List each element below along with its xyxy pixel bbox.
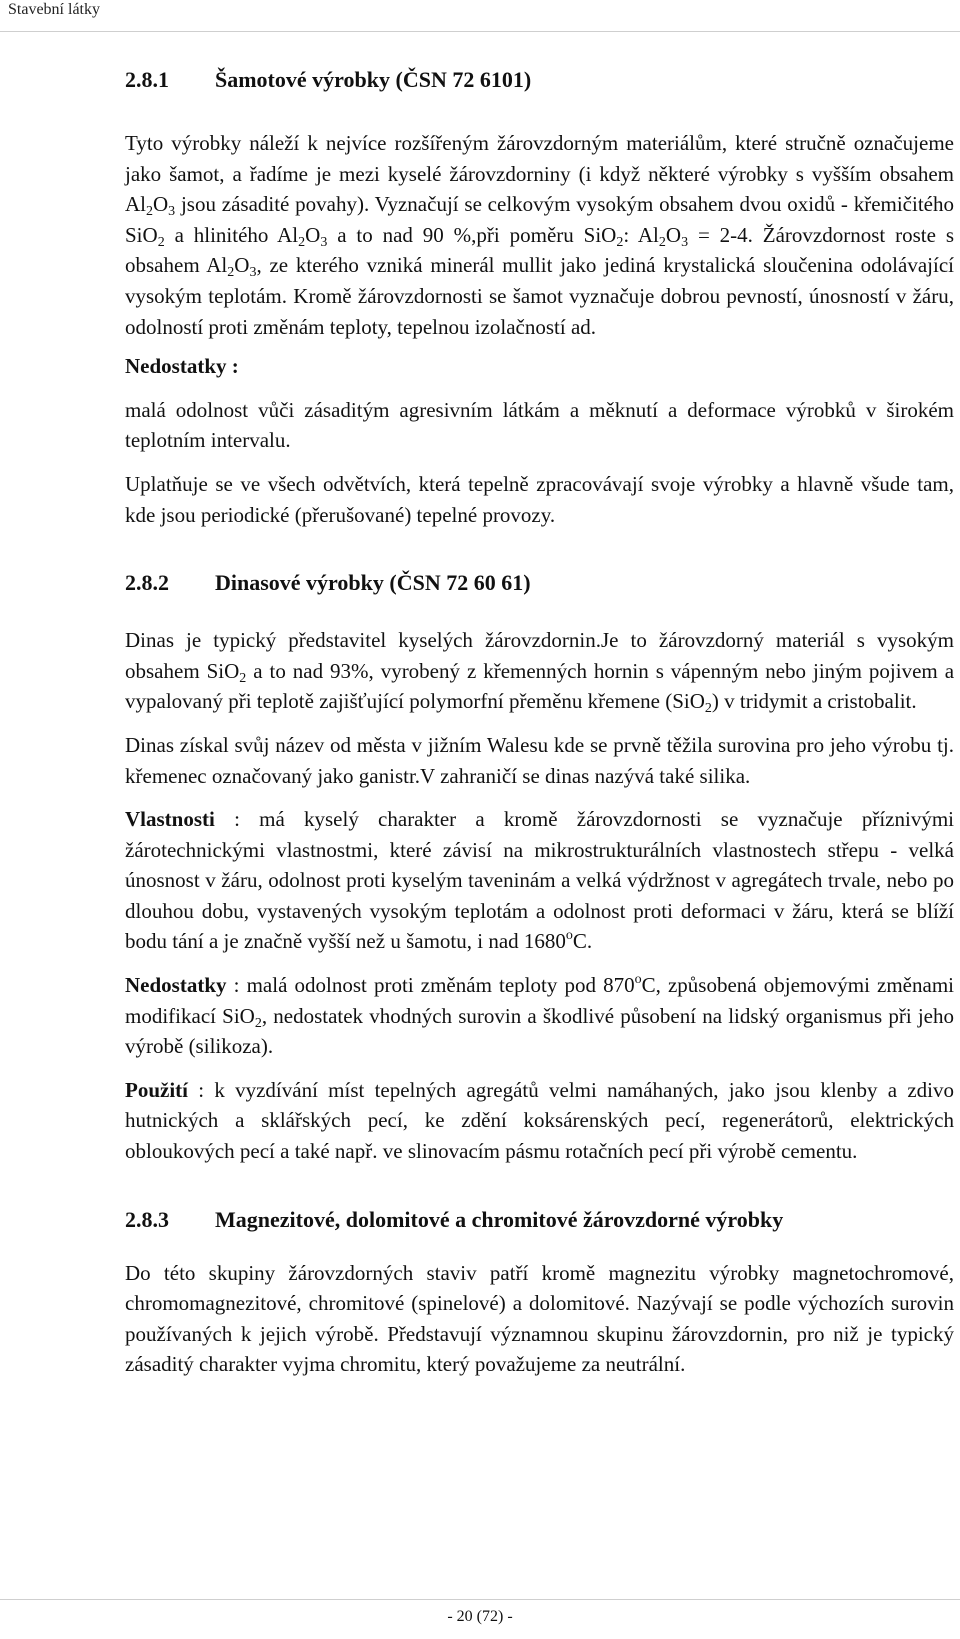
section-heading-2-8-2 xyxy=(125,563,954,603)
paragraph-chamotte-usage: Uplatňuje se ve všech odvětvích, která tepelně zpracovávají svoje výrobky a hlavně všude tam, kde jsou periodické (přerušované) tepelné provozy. xyxy=(125,471,954,527)
paragraph-dinas-intro: Dinas je typický představitel kyselých žárovzdornin.Je to žárovzdorný materiál s vysokým obsahem SiO$_2$ a to nad 93%, vyrobený z křemenných hornin s vápenným nebo jiným pojivem a vypalovaný při teplotě zajišťující polymorfní přeměnu křemene (SiO$_2$) v tridymit a cristobalit. xyxy=(125,628,955,717)
section-title: Magnezitové, dolomitové a chromitové žárovzdorné výrobky xyxy=(215,1206,784,1232)
paragraph-dinas-origin: Dinas získal svůj název od města v jižním Walesu kde se prvně těžila surovina pro jeho výrobu tj. křemenec označovaný jako ganistr.V zahraničí se dinas nazývá také silika. xyxy=(125,732,954,788)
paragraph-dinas-properties: Vlastnosti : má kyselý charakter a kromě žárovzdornosti se vyznačuje příznivými žárotechnickými vlastnostmi, které závisí na mikrostrukturálních vlastnostech střepu - velká únosnost v žáru, odolnost proti kyselým taveninám a velká výdržnost v agregátech trvale, nebo po dlouhou dobu, vystavených vysokým teplotám a odolnost proti deformaci v žáru, která se blíží bodu tání a je značně vyšší než u šamotu, i nad 1680$^o$C. xyxy=(125,807,954,954)
section-number: 2.8.2 xyxy=(125,570,169,596)
page-number: - 20 (72) - xyxy=(447,1608,513,1625)
section-heading-2-8-3 xyxy=(125,1200,954,1240)
section-title: Šamotové výrobky (ČSN 72 6101) xyxy=(215,67,532,92)
section-number: 2.8.3 xyxy=(125,1206,169,1232)
footer-divider xyxy=(0,1599,960,1600)
paragraph-dinas-usage: Použití : k vyzdívání míst tepelných agregátů velmi namáhaných, jako jsou klenby a zdivo hutnických a sklářských pecí, ke zdění koksárenských pecí, regenerátorů, elektrických obloukových pecí a také např. ve slinovacím pásmu rotačních pecí při výrobě cementu. xyxy=(125,1077,954,1164)
header-divider xyxy=(0,31,960,32)
page-content xyxy=(125,60,954,1380)
paragraph-chamotte-drawbacks: malá odolnost vůči zásaditým agresivním látkám a měknutí a deformace výrobků v širokém teplotním intervalu. xyxy=(125,397,954,453)
paragraph-dinas-drawbacks: Nedostatky : malá odolnost proti změnám teploty pod 870$^o$C, způsobená objemovými změnami modifikací SiO$_2$, nedostatek vhodných surovin a škodlivé působení na lidský organismus při jeho výrobě (silikoza). xyxy=(125,972,954,1059)
section-heading-2-8-1 xyxy=(125,60,954,100)
section-number: 2.8.1 xyxy=(125,67,169,92)
paragraph-chamotte-intro: Tyto výrobky náleží k nejvíce rozšířeným žárovzdorným materiálům, které stručně označujeme jako šamot, a řadíme je mezi kyselé žárovzdorniny (i když některé výrobky s vyšším obsahem $Al_2O_3$ jsou zásadité povahy). Vyznačují se celkovým vysokým obsahem dvou oxidů - křemičitého SiO$_2$ a hlinitého $Al_2O_3$ a to nad 90 %,při poměru SiO$_2$: $Al_2O_3 = 2-4$. Žárovzdornost roste s obsahem $Al_2O_3$, ze kterého vzniká minerál mullit jako jediná krystalická sloučenina odolávající vysokým teplotám. Kromě žárovzdornosti se šamot vyznačuje dobrou pevností, únosností v žáru, odolností proti změnám teploty, tepelnou izolačností ad. xyxy=(125,131,954,339)
drawbacks-heading: Nedostatky : xyxy=(125,354,239,379)
section-title: Dinasové výrobky (ČSN 72 60 61) xyxy=(215,570,531,596)
running-header: Stavební látky xyxy=(8,1,100,18)
paragraph-magnesite-group: Do této skupiny žárovzdorných staviv patří kromě magnezitu výrobky magnetochromové, chromomagnezitové, chromitové (spinelové) a dolomitové. Nazývají se podle výchozích surovin používaných k jejich výrobě. Představují významnou skupinu žárovzdornin, pro niž je typický zásaditý charakter vyjma chromitu, který považujeme za neutrální. xyxy=(125,1260,954,1377)
